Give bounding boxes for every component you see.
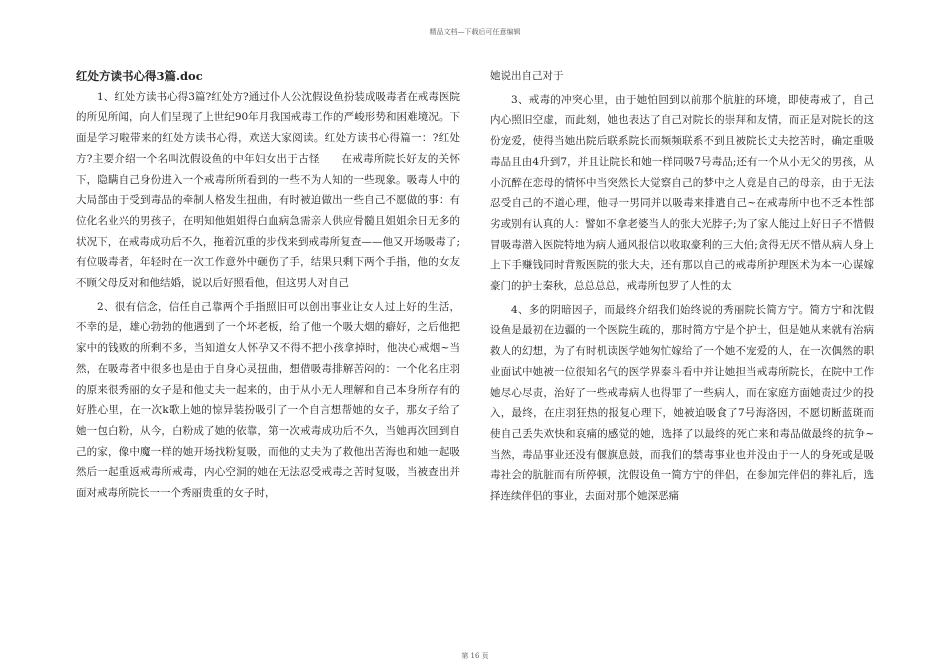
paragraph-1: 1、红处方读书心得3篇?红处方?通过仆人公沈假设鱼扮装成吸毒者在戒毒医院的所见所闻，向人们呈现了上世纪90年月我国戒毒工作的严峻形势和困难境况。下面是学习啦带来的红处方读书心得，欢送大家阅读。红处方读书心得篇一：?红处方?主要介绍一个名叫沈假设鱼的中年妇女出于古怪 在戒毒所院长好友的关怀下，隐瞒自己身份进入一个戒毒所所看到的一些不为人知的一些现象。吸毒人中的大局部由于受到毒品的牵制人格发生扭曲，有时被迫做出一些自己不愿做的事：有位化名业兴的男孩子，在明知他姐姐得白血病急需亲人供应骨髓且姐姐余日无多的状况下，在戒毒成功后不久，拖着沉重的步伐来到戒毒所复查——他又开场吸毒了;有位吸毒者，年轻时在一次工作意外中砸伤了手，结果只剩下两个手指，他的女友不顾父母反对和他结婚，说以后好照看他，但这男人对自己 xyxy=(76,90,460,290)
page-header: 精品文档—下载后可任意编辑 xyxy=(429,28,521,36)
paragraph-2: 2、很有信念，信任自己靠两个手指照旧可以创出事业让女人过上好的生活，不幸的是，雄心勃勃的他遇到了一个坏老板，给了他一个吸大烟的癖好，之后他把家中的钱败的所剩不多，当知道女人怀孕又不得不把小孩拿掉时，他决心戒烟~当然，在吸毒者中很多也是由于自身心灵扭曲，想借吸毒排解苦闷的：一个化名庄羽的原来很秀丽的女子是和他丈夫一起来的，由于从小无人理解和自己本身所存有的好胜心里，在一次k歌上她的惊异装扮吸引了一个自言想帮她的女子，那女子给了她一包白粉，从今，白粉成了她的依靠，第一次戒毒成功后不久，当她再次回到自己的家，像中魔一样的她开场找粉复吸，而他的丈夫为了救他出苦海也和她一起吸然后一起重返戒毒所戒毒，内心空洞的她在无法忍受戒毒之苦时复吸，当被查出并面对戒毒所院长一一个秀丽贵重的女子时， xyxy=(76,300,460,500)
right-column xyxy=(490,66,874,510)
page-number: 第 16 页 xyxy=(461,652,489,660)
left-column xyxy=(76,66,460,507)
paragraph-4: 4、多的阴暗因子，而最终介绍我们始终说的秀丽院长简方宁。简方宁和沈假设鱼是最初在边疆的一个医院生疏的，那时简方宁是个护士，但是她从来就有治病救人的幻想，为了有时机读医学她匆忙嫁给了一个她不宠爱的人，在一次偶然的职业面试中她被一位很知名气的医学界泰斗看中并让她担当戒毒所院长，在院中工作她尽心尽责，治好了一些戒毒病人也得罪了一些病人，而在家庭方面她责过少的投入，最终，在庄羽狂热的报复心理下，她被迫吸食了7号海洛因，不愿切断蓝斑而使自己丢失欢快和哀痛的感觉的她，选择了以最终的死亡来和毒品做最终的抗争~当然，毒品事业还没有偃旗息鼓，而我们的禁毒事业也并没由于一人的身死或是吸毒社会的肮脏而有所停顿，沈假设鱼一简方宁的伴侣，在参加完伴侣的葬礼后，选择连续伴侣的事业，去面对那个她深恶痛 xyxy=(490,303,874,503)
document-title: 红处方读书心得3篇.doc xyxy=(76,69,203,83)
paragraph-continuation: 她说出自己对于 xyxy=(490,70,564,82)
paragraph-3: 3、戒毒的冲突心里，由于她怕回到以前那个肮脏的环境，即使毒戒了，自己内心照旧空虚，而此刻，她也表达了自己对院长的崇拜和友情，而正是对院长的这份宠爱，使得当她出院后联系院长而频频联系不到且被院长丈夫挖苦时，确定重吸毒品且由4升到7，并且让院长和她一样同吸7号毒品;还有一个从小无父的男孩，从小沉醉在恋母的情怀中当突然长大觉察自己的梦中之人竟是自己的母亲，由于无法忍受自己的不道心理，他寻一男同并以吸毒来排遣自己~在戒毒所中也不乏本性部劣或别有认真的人：譬如不拿老婆当人的张大光脖子;为了家人能过上好日子不惜假冒吸毒潜入医院特地为病人通风报信以收取豪利的三大伯;贪得无厌不惜从病人身上上下手赚钱同时背叛医院的张大夫，还有那以自己的戒毒所护理医术为本一心谋嫁豪门的护士秦秋，总总总总，戒毒所包罗了人性的太 xyxy=(490,93,874,293)
